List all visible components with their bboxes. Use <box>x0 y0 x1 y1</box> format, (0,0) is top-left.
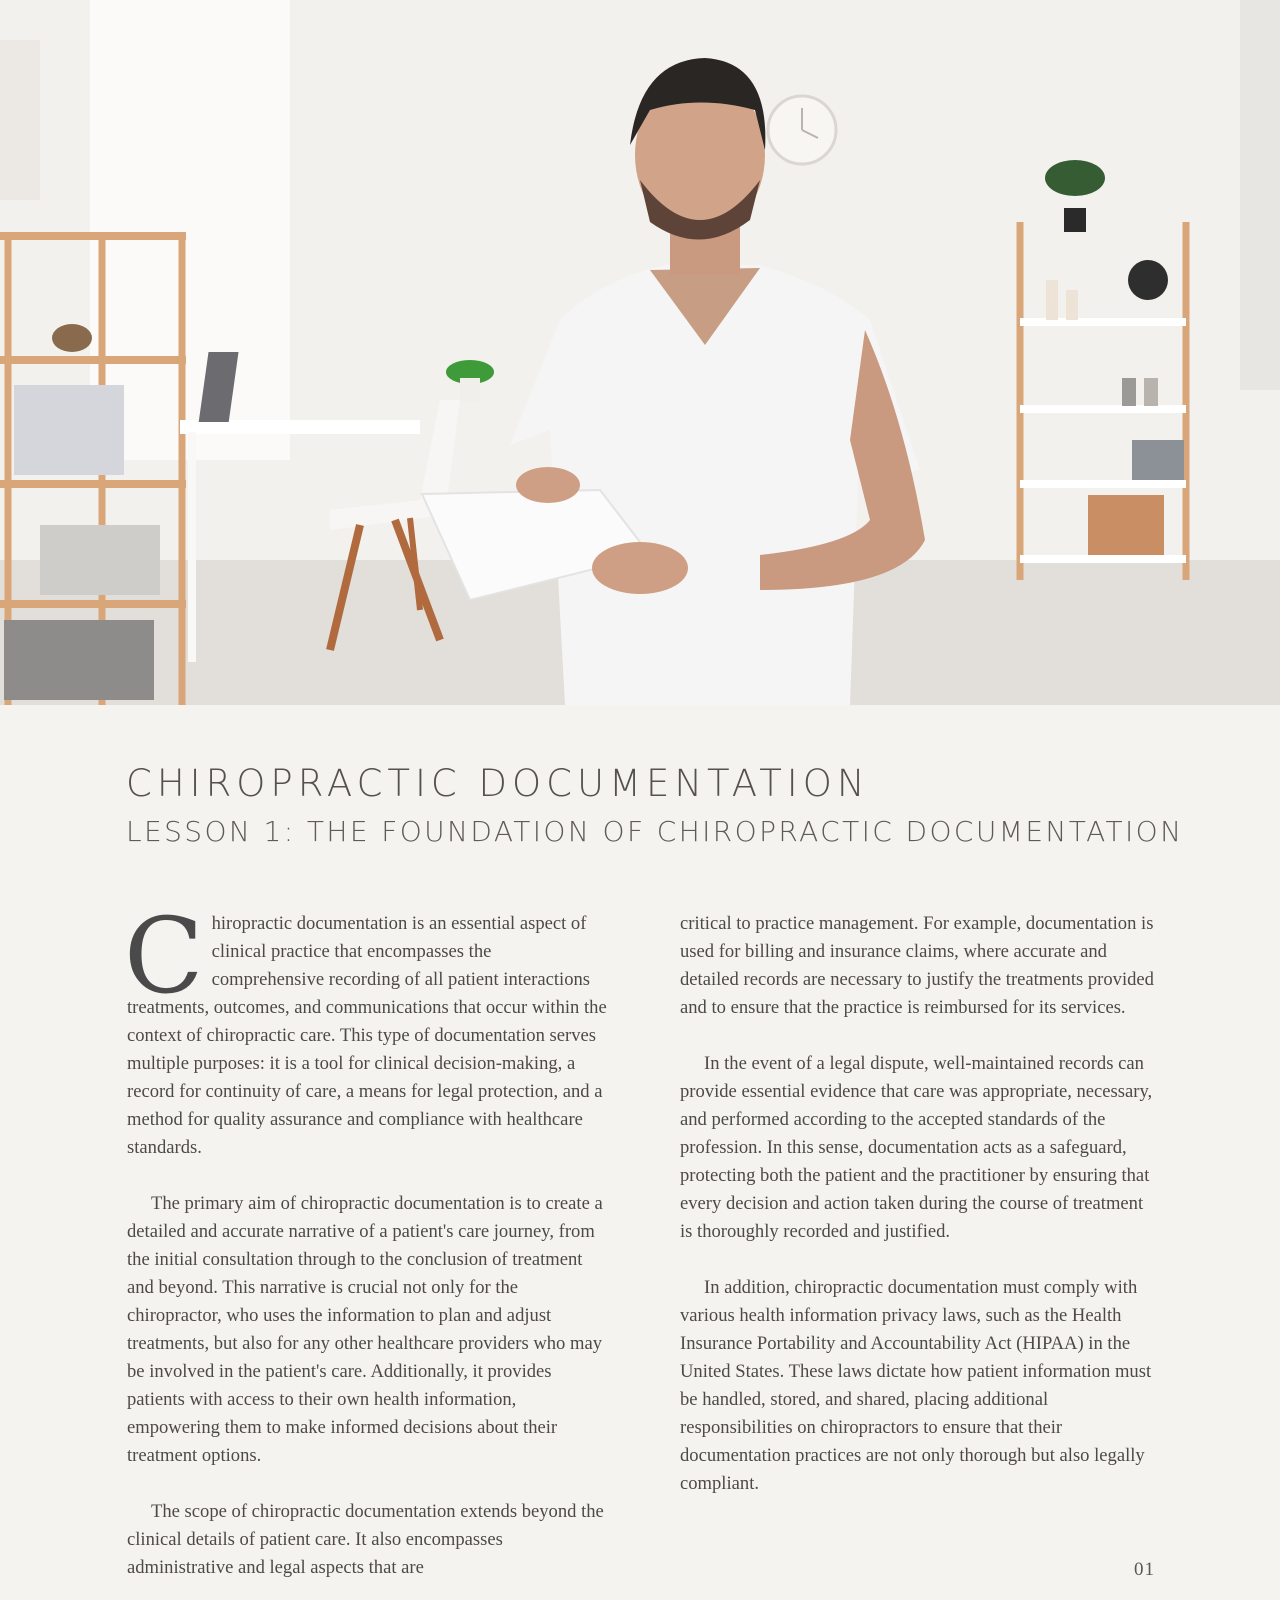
drop-cap: C <box>124 895 204 1017</box>
paragraph-6: In addition, chiropractic documentation must comply with various health information privacy laws, such as the Health Insurance Portability and Accountability Act (HIPAA) in the United States. These laws dictate how patient information must be handled, stored, and shared, placing additional responsibilities on chiropractors to ensure that their documentation practices are not only thorough but also legally compliant. <box>680 1277 1152 1494</box>
paragraph-4: critical to practice management. For example, documentation is used for billing and insurance claims, where accurate and detailed records are necessary to justify the treatments provided and to ensure that the practice is reimbursed for its services. <box>680 913 1154 1018</box>
paragraph-2: The primary aim of chiropractic documentation is to create a detailed and accurate narrative of a patient's care journey, from the initial consultation through to the conclusion of treatment and beyond. This narrative is crucial not only for the chiropractor, who uses the information to plan and adjust treatments, but also for any other healthcare providers who may be involved in the patient's care. Additionally, it provides patients with access to their own health information, empowering them to make informed decisions about their treatment options. <box>127 1193 603 1466</box>
right-column <box>680 910 1160 1526</box>
lesson-subtitle: LESSON 1: THE FOUNDATION OF CHIROPRACTIC DOCUMENTATION <box>126 815 1184 848</box>
paragraph-3: The scope of chiropractic documentation extends beyond the clinical details of patient care. It also encompasses administrative and legal aspects that are <box>127 1501 604 1578</box>
page-title: CHIROPRACTIC DOCUMENTATION <box>126 762 870 805</box>
page-number: 01 <box>1134 1559 1155 1580</box>
paragraph-1 <box>124 895 607 1162</box>
left-column <box>124 895 607 1600</box>
heading-block <box>126 758 1184 854</box>
hero-photo <box>0 0 1280 705</box>
paragraph-1-text: hiropractic documentation is an essential aspect of clinical practice that encompasses the comprehensive recording of all patient interactions treatments, outcomes, and communications that occur within the context of chiropractic care. This type of documentation serves multiple purposes: it is a tool for clinical decision-making, a record for continuity of care, a means for legal protection, and a method for quality assurance and compliance with healthcare standards. <box>127 913 607 1158</box>
paragraph-5: In the event of a legal dispute, well-maintained records can provide essential evidence that care was appropriate, necessary, and performed according to the accepted standards of the profession. In this sense, documentation acts as a safeguard, protecting both the patient and the practitioner by ensuring that every decision and action taken during the course of treatment is thoroughly recorded and justified. <box>680 1053 1153 1242</box>
